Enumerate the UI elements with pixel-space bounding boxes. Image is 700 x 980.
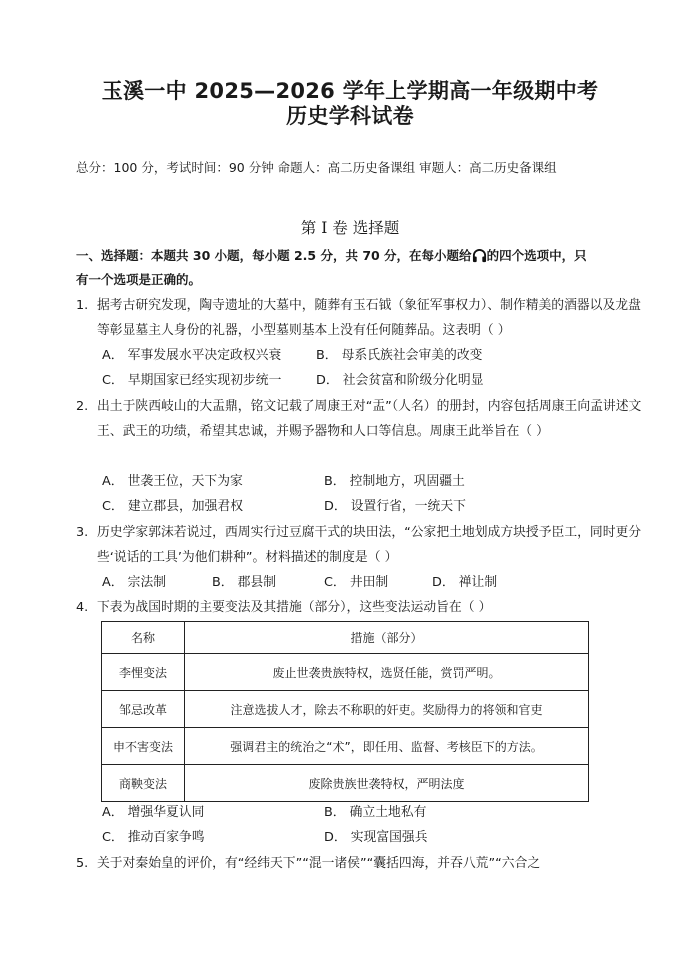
table-row	[102, 691, 589, 728]
question-5	[76, 851, 642, 876]
instruction-tail: 的四个选项中，只	[486, 248, 587, 263]
question-stem: 关于对秦始皇的评价，有“经纬天下”“混一诸侯”“囊括四海，并吞八荒”“六合之	[97, 856, 541, 871]
table-cell: 强调君主的统治之“术”，即任用、监督、考核臣下的方法。	[185, 728, 589, 765]
table-cell: 李悝变法	[102, 654, 185, 691]
option-a[interactable]: A． 增强华夏认同	[102, 805, 205, 820]
table-cell: 商鞅变法	[102, 765, 185, 802]
question-1	[76, 293, 642, 343]
table-cell: 注意选拔人才，除去不称职的奸吏。奖励得力的将领和官吏	[185, 691, 589, 728]
question-2-options	[102, 469, 642, 521]
question-number: 1.	[76, 298, 89, 313]
table-header-row	[102, 622, 589, 654]
option-c[interactable]: C． 早期国家已经实现初步统一	[102, 373, 282, 388]
question-4	[76, 595, 642, 620]
exam-title-line1: 玉溪一中 2025—2026 学年上学期高一年级期中考	[101, 79, 599, 103]
question-stem: 出土于陕西岐山的大盂鼎，铭文记载了周康王对“盂”（人名）的册封，内容包括周康王向孟讲述文王、武王的功绩，希望其忠诚，并赐予器物和人口等信息。周康王此举旨在（ ）	[97, 399, 642, 439]
table-cell: 废除贵族世袭特权，严明法度	[185, 765, 589, 802]
question-stem: 下表为战国时期的主要变法及其措施（部分），这些变法运动旨在（ ）	[97, 600, 492, 615]
option-b[interactable]: B． 郡县制	[212, 575, 277, 590]
table-cell: 废止世袭贵族特权，选贤任能，赏罚严明。	[185, 654, 589, 691]
option-d[interactable]: D． 禅让制	[432, 575, 498, 590]
instruction-head: 一、选择题：	[76, 248, 152, 263]
question-number: 4.	[76, 600, 89, 615]
option-d[interactable]: D． 设置行省，一统天下	[324, 499, 466, 514]
option-c[interactable]: C． 建立郡县，加强君权	[102, 499, 243, 514]
instruction-bold-text: 本题共 30 小题，每小题 2.5 分，共 70 分，在每小题给	[151, 248, 472, 263]
option-d[interactable]: D． 实现富国强兵	[324, 830, 428, 845]
question-stem: 据考古研究发现，陶寺遗址的大墓中，随葬有玉石钺（象征军事权力）、制作精美的酒器以及龙盘等彰显墓主人身份的礼器，小型墓则基本上没有任何随葬品。这表明（ ）	[97, 298, 641, 338]
instruction-line2: 有一个选项是正确的。	[76, 272, 202, 287]
option-c[interactable]: C． 推动百家争鸣	[102, 830, 205, 845]
option-d[interactable]: D． 社会贫富和阶级分化明显	[316, 373, 484, 388]
table-cell: 申不害变法	[102, 728, 185, 765]
exam-title-line2: 历史学科试卷	[286, 104, 414, 128]
exam-meta-info: 总分：100 分，考试时间：90 分钟 命题人：高二历史备课组 审题人：高二历史备课组	[76, 160, 557, 175]
headphones-icon	[472, 247, 487, 262]
table-row	[102, 728, 589, 765]
question-3-options	[102, 570, 642, 596]
option-b[interactable]: B． 控制地方，巩固疆土	[324, 474, 465, 489]
question-number: 3.	[76, 525, 89, 540]
section-title: 第 I 卷 选择题	[300, 219, 400, 237]
question-number: 5.	[76, 856, 89, 871]
option-a[interactable]: A． 军事发展水平决定政权兴衰	[102, 348, 282, 363]
table-header-measures: 措施（部分）	[185, 622, 589, 654]
question-2	[76, 394, 642, 444]
option-b[interactable]: B． 母系氏族社会审美的改变	[316, 348, 483, 363]
question-4-options	[102, 800, 642, 852]
question-3	[76, 520, 642, 570]
table-row	[102, 765, 589, 802]
table-cell: 邹忌改革	[102, 691, 185, 728]
reforms-table	[101, 621, 589, 802]
question-stem: 历史学家郭沫若说过，西周实行过豆腐干式的块田法，“公家把土地划成方块授予臣工，同时更分些‘说话的工具’为他们耕种”。材料描述的制度是（ ）	[97, 525, 642, 565]
option-b[interactable]: B． 确立土地私有	[324, 805, 427, 820]
option-c[interactable]: C． 井田制	[324, 575, 389, 590]
table-header-name: 名称	[102, 622, 185, 654]
question-1-options	[102, 343, 642, 395]
question-number: 2.	[76, 399, 89, 414]
table-row	[102, 654, 589, 691]
option-a[interactable]: A． 宗法制	[102, 575, 167, 590]
section-instruction	[76, 244, 636, 292]
option-a[interactable]: A． 世袭王位，天下为家	[102, 474, 243, 489]
